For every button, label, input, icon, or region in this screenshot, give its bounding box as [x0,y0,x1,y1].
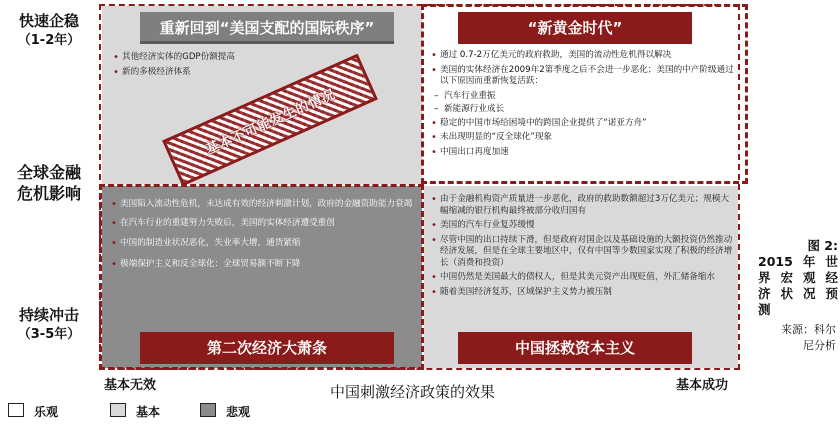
list-item: • 极端保护主义和反全球化：全球贸易额不断下降 [110,259,415,271]
list-item: • 其他经济实体的GDP份额提高 [112,52,412,64]
x-axis-left-label: 基本无效 [104,378,157,393]
y-label-top [0,12,98,50]
legend-label-base: 基本 [136,405,161,419]
quadrant-bottom-left-title: 第二次经济大萧条 [140,332,394,364]
list-item: • 美国的汽车行业复苏缓慢 [430,220,734,232]
list-item: • 中国的制造业状况恶化，失业率大增，通货紧缩 [110,238,415,250]
list-subitem: – 汽车行业重振 [430,91,734,103]
list-item: • 在汽车行业的重建努力失败后，美国的实体经济遭受重创 [110,218,415,230]
source-line: 来源：科尔 [781,323,836,336]
list-item: • 美国陷入流动性危机，未达成有效的经济刺激计划，政府的金融资助能力衰竭 [110,199,415,211]
quadrant-bottom-left-list [110,199,415,273]
y-label-bottom-line1: 持续冲击 [18,306,79,324]
list-item: • 随着美国经济复苏，区域保护主义势力被压制 [430,287,734,299]
y-label-bottom-line2: （3-5年） [17,327,81,342]
figure-caption-line: 图 2: [807,238,838,253]
legend-label-pessimistic: 悲观 [226,405,251,419]
figure-caption-line: 测 [758,302,771,317]
list-item: • 通过 0.7-2万亿美元的政府救助，美国的流动性危机得以解决 [430,50,734,62]
list-item: • 美国的实体经济在2009年2第季度之后不会进一步恶化；美国的中产阶级通过以下原因而重新恢复活跃： [430,65,734,88]
legend-swatch-base [110,403,126,417]
y-label-middle [0,162,98,204]
legend-swatch-pessimistic [200,403,216,417]
x-axis-right-label: 基本成功 [676,378,729,393]
list-item: • 中国出口再度加速 [430,147,734,159]
y-label-top-line1: 快速企稳 [18,12,79,30]
y-label-middle-line2: 危机影响 [16,184,81,203]
quadrant-top-left-title: 重新回到“美国支配的国际秩序” [140,12,394,44]
y-label-bottom [0,306,98,344]
figure-caption-line: 济状况预 [758,286,838,301]
y-label-middle-line1: 全球金融 [16,163,81,182]
quadrant-top-right-title: “新黄金时代” [458,12,692,44]
list-item: • 尽管中国的出口持续下滑，但是政府对国企以及基础设施的大额投资仍然推动经济发展，但是在全球主要地区中，仅有中国等少数国家实现了积极的经济增长（消费和投资） [430,235,734,270]
list-item: • 由于金融机构资产质量进一步恶化，政府的救助数额超过3万亿美元；规模大幅缩减的银行机构最终被部分收归国有 [430,194,734,217]
legend-swatch-optimistic [8,403,24,417]
figure-caption-line: 2015年世 [758,254,838,269]
list-item: • 中国仍然是美国最大的债权人，但是其美元资产出现贬值，外汇储备缩水 [430,272,734,284]
list-item: • 稳定的中国市场给困境中的跨国企业提供了“诺亚方舟” [430,118,734,130]
figure-caption-line: 界宏观经 [758,270,838,285]
y-label-top-line2: （1-2年） [17,33,81,48]
quadrant-bottom-right-list [430,194,734,301]
quadrant-bottom-right-title: 中国拯救资本主义 [458,332,692,364]
list-subitem: – 新能源行业成长 [430,104,734,116]
list-item: • 新的多极经济体系 [112,67,412,79]
quadrant-top-right-list [430,50,734,161]
source-note [762,322,836,354]
source-line: 尼分析 [803,339,836,352]
list-item: • 未出现明显的“反全球化”现象 [430,132,734,144]
x-axis-title: 中国刺激经济政策的效果 [330,383,496,401]
figure-caption [758,238,838,318]
stamp-text: 基本不可能发生的情况 [203,86,338,158]
legend-label-optimistic: 乐观 [34,405,59,419]
